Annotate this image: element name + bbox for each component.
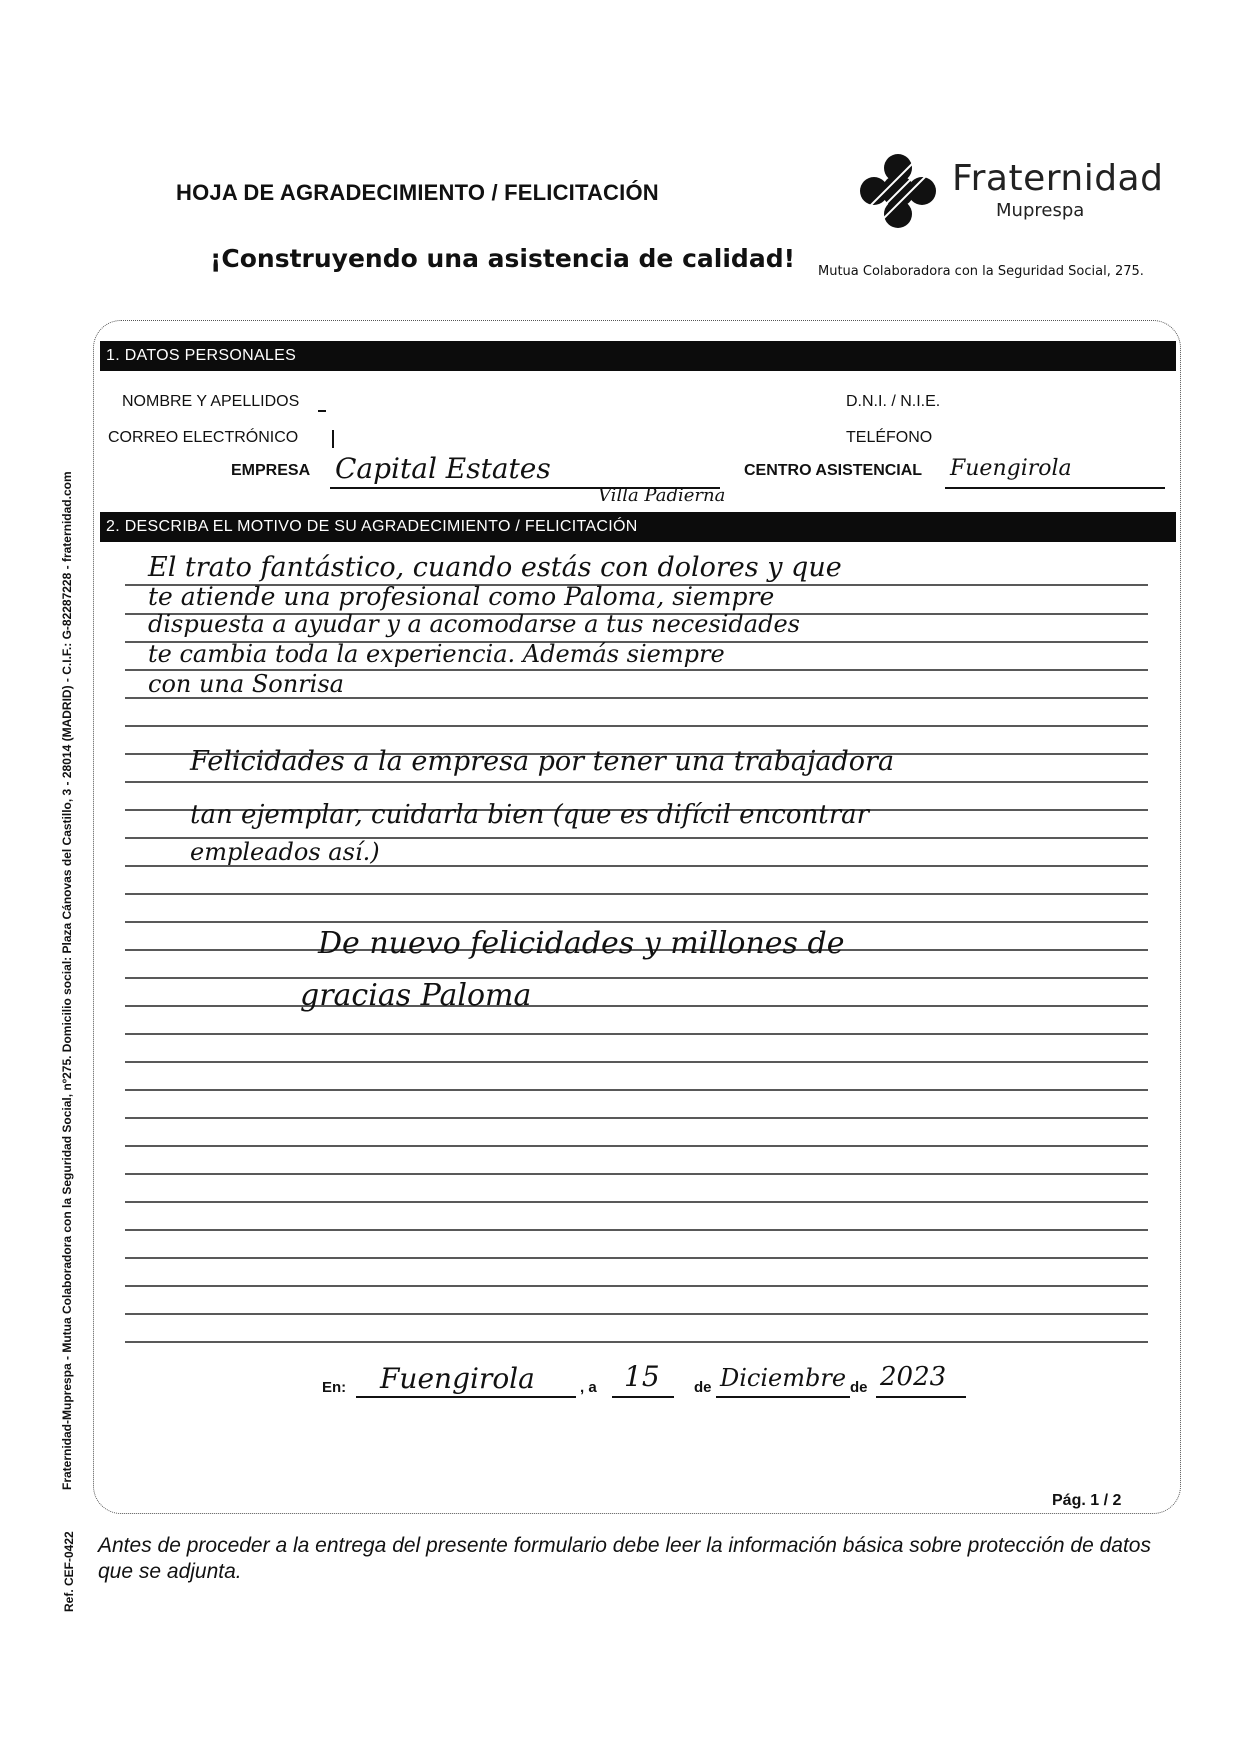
form-subtitle: ¡Construyendo una asistencia de calidad! [210, 244, 795, 273]
brand-sub: Muprespa [996, 200, 1085, 221]
ref-code: Ref. CEF-0422 [62, 1531, 76, 1612]
section-1-heading: 1. DATOS PERSONALES [100, 341, 1176, 371]
form-title: HOJA DE AGRADECIMIENTO / FELICITACIÓN [176, 180, 659, 205]
day-value: 15 [624, 1360, 660, 1393]
month-value: Diciembre [720, 1364, 847, 1392]
page-number: Pág. 1 / 2 [1052, 1492, 1122, 1509]
correo-label: CORREO ELECTRÓNICO [108, 429, 299, 446]
privacy-note: Antes de proceder a la entrega del presente formulario debe leer la información básica sobre protección de datos que se adjunta. [98, 1534, 1151, 1583]
empresa-value: Capital Estates [335, 452, 551, 485]
day-field[interactable] [612, 1396, 674, 1398]
message-line: tan ejemplar, cuidarla bien (que es difícil encontrar [190, 800, 870, 830]
message-line: gracias Paloma [300, 978, 532, 1013]
a-label: , a [580, 1379, 597, 1396]
message-line: te atiende una profesional como Paloma, siempre [148, 582, 775, 611]
centro-value: Fuengirola [950, 456, 1072, 481]
year-field[interactable] [876, 1396, 966, 1398]
centro-label: CENTRO ASISTENCIAL [744, 462, 923, 479]
de-label-1: de [694, 1379, 712, 1396]
section-2-heading: 2. DESCRIBA EL MOTIVO DE SU AGRADECIMIENTO / FELICITACIÓN [100, 512, 1176, 542]
message-line: dispuesta a ayudar y a acomodarse a tus necesidades [148, 610, 800, 638]
empresa-extra: Villa Padierna [598, 485, 726, 506]
year-value: 2023 [880, 1362, 947, 1392]
side-legal-text: Fraternidad-Muprespa - Mutua Colaboradora con la Seguridad Social, nº275. Domicilio social: Plaza Cánovas del Castillo, 3 - 28014 (MADRID) - C.I.F.: G-82287228 - fraternidad.com [60, 471, 74, 1490]
en-value: Fuengirola [380, 1362, 535, 1395]
message-line: Felicidades a la empresa por tener una trabajadora [190, 746, 895, 777]
month-field[interactable] [716, 1396, 850, 1398]
en-field[interactable] [356, 1396, 576, 1398]
message-line: empleados así.) [190, 838, 380, 866]
message-line: De nuevo felicidades y millones de [318, 926, 845, 961]
de-label-2: de [850, 1379, 868, 1396]
message-line: El trato fantástico, cuando estás con dolores y que [148, 552, 842, 583]
en-label: En: [322, 1379, 347, 1396]
telefono-label: TELÉFONO [846, 429, 933, 446]
nombre-label: NOMBRE Y APELLIDOS [122, 393, 300, 410]
brand-name: Fraternidad [952, 158, 1164, 199]
message-line: te cambia toda la experiencia. Además siempre [148, 640, 725, 668]
dni-label: D.N.I. / N.I.E. [846, 393, 941, 410]
empresa-label: EMPRESA [231, 462, 311, 479]
message-line: con una Sonrisa [148, 670, 344, 698]
mutua-text: Mutua Colaboradora con la Seguridad Social, 275. [818, 264, 1144, 279]
